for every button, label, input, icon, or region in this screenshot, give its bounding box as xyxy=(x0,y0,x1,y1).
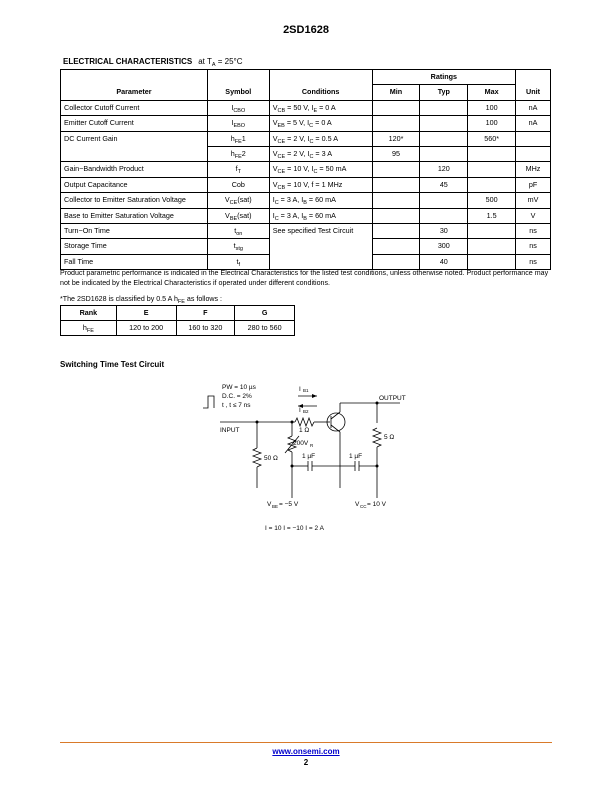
label-vcc-val: = 10 V xyxy=(367,501,386,508)
cell-max xyxy=(468,239,516,254)
label-vbe: V xyxy=(267,501,272,508)
switching-test-circuit-diagram xyxy=(195,378,425,538)
label-r50: 50 Ω xyxy=(264,455,278,462)
cell-symbol: $f_T$ xyxy=(207,162,269,177)
cell-symbol: $V_{BE}(sat)$ xyxy=(207,208,269,223)
table-row xyxy=(61,116,551,131)
cell-typ xyxy=(420,193,468,208)
cell-parameter: Gain−Bandwidth Product xyxy=(61,162,208,177)
cell-max: 500 xyxy=(468,193,516,208)
classification-header-row xyxy=(61,306,295,321)
table-row xyxy=(61,193,551,208)
rank-f-value: 160 to 320 xyxy=(176,321,235,336)
label-vbe-val: = −5 V xyxy=(279,501,299,508)
label-equation: I = 10 I = −10 I = 2 A xyxy=(265,525,324,532)
cell-typ: 45 xyxy=(420,177,468,192)
cell-min xyxy=(372,177,420,192)
cell-conditions: $I_C = 3$ A, $I_B = 60$ mA xyxy=(269,193,372,208)
cell-parameter: Base to Emitter Saturation Voltage xyxy=(61,208,208,223)
header-conditions: Conditions xyxy=(269,70,372,101)
cell-typ xyxy=(420,116,468,131)
label-200vr: 200V xyxy=(293,440,309,447)
cell-conditions: $I_C = 3$ A, $I_B = 60$ mA xyxy=(269,208,372,223)
header-typ: Typ xyxy=(420,85,468,100)
footer-divider xyxy=(60,742,552,743)
table-row xyxy=(61,224,551,239)
footer-website-link[interactable]: www.onsemi.com xyxy=(272,747,340,756)
cell-typ: 300 xyxy=(420,239,468,254)
cell-symbol: $t_{on}$ xyxy=(207,224,269,239)
cell-min xyxy=(372,116,420,131)
cell-min xyxy=(372,208,420,223)
ec-heading-title: ELECTRICAL CHARACTERISTICS xyxy=(63,57,193,66)
header-ratings: Ratings xyxy=(372,70,515,85)
rank-g-value: 280 to 560 xyxy=(235,321,295,336)
cell-min xyxy=(372,254,420,269)
cell-max: 100 xyxy=(468,116,516,131)
rank-header: Rank xyxy=(61,306,117,321)
cell-parameter: Storage Time xyxy=(61,239,208,254)
electrical-characteristics-table xyxy=(60,69,551,270)
label-ib1-sub: B1 xyxy=(303,388,309,393)
resistor-1ohm xyxy=(295,418,314,426)
cell-unit xyxy=(516,131,551,146)
rank-f-header: F xyxy=(176,306,235,321)
hfe-label: $h_{FE}$ xyxy=(61,321,117,336)
cell-symbol: Cob xyxy=(207,177,269,192)
cell-symbol: $h_{FE}2$ xyxy=(207,147,269,162)
cell-typ: 40 xyxy=(420,254,468,269)
cell-unit: nA xyxy=(516,100,551,115)
label-pw: PW = 10 µs xyxy=(222,384,256,391)
cell-typ xyxy=(420,131,468,146)
cell-unit xyxy=(516,147,551,162)
cell-typ xyxy=(420,100,468,115)
cell-unit: mV xyxy=(516,193,551,208)
label-input: INPUT xyxy=(220,427,240,434)
table-row xyxy=(61,239,551,254)
cell-min xyxy=(372,224,420,239)
cell-typ: 30 xyxy=(420,224,468,239)
performance-note: Product parametric performance is indicated in the Electrical Characteristics for the listed test conditions, unless otherwise noted. Product performance may not be indicated by the Electrical Characteristics if operated under different conditions. xyxy=(60,269,549,287)
cell-parameter: Collector Cutoff Current xyxy=(61,100,208,115)
pulse-symbol xyxy=(203,396,214,408)
table-row xyxy=(61,254,551,269)
cell-parameter: Turn−On Time xyxy=(61,224,208,239)
label-vcc-sub: CC xyxy=(360,504,367,509)
cell-conditions: $V_{CE} = 2$ V, $I_C = 3$ A xyxy=(269,147,372,162)
label-output: OUTPUT xyxy=(379,395,406,402)
header-min: Min xyxy=(372,85,420,100)
cell-symbol: $I_{EBO}$ xyxy=(207,116,269,131)
label-r1: 1 Ω xyxy=(299,427,310,434)
classification-value-row xyxy=(61,321,295,336)
cell-parameter xyxy=(61,147,208,162)
table-row xyxy=(61,177,551,192)
label-dc: D.C. = 2% xyxy=(222,393,252,400)
cell-unit: ns xyxy=(516,239,551,254)
label-ib2: I xyxy=(299,407,301,414)
cell-parameter: DC Current Gain xyxy=(61,131,208,146)
cell-max: 1.5 xyxy=(468,208,516,223)
label-trtf: t , t ≤ 7 ns xyxy=(222,402,251,409)
header-max: Max xyxy=(468,85,516,100)
cell-max xyxy=(468,254,516,269)
cell-conditions: $V_{CB} = 10$ V, f = 1 MHz xyxy=(269,177,372,192)
cell-max xyxy=(468,147,516,162)
cell-symbol: $t_{stg}$ xyxy=(207,239,269,254)
cell-min xyxy=(372,162,420,177)
cell-symbol: $h_{FE}1$ xyxy=(207,131,269,146)
cell-min xyxy=(372,100,420,115)
header-parameter: Parameter xyxy=(61,70,208,101)
label-ib2-sub: B2 xyxy=(303,409,309,414)
cell-typ: 120 xyxy=(420,162,468,177)
cell-parameter: Emitter Cutoff Current xyxy=(61,116,208,131)
cell-unit: ns xyxy=(516,254,551,269)
label-vbe-sub: BE xyxy=(272,504,279,509)
cell-typ xyxy=(420,147,468,162)
cell-unit: nA xyxy=(516,116,551,131)
cell-parameter: Output Capacitance xyxy=(61,177,208,192)
cell-unit: pF xyxy=(516,177,551,192)
cell-typ xyxy=(420,208,468,223)
cell-conditions: $V_{CB} = 50$ V, $I_E = 0$ A xyxy=(269,100,372,115)
cell-symbol: $I_{CBO}$ xyxy=(207,100,269,115)
resistor-5ohm xyxy=(373,428,381,447)
label-c1b: 1 µF xyxy=(349,453,363,460)
cell-max xyxy=(468,177,516,192)
hfe-classification-table xyxy=(60,305,295,336)
cell-conditions: $V_{EB} = 5$ V, $I_C = 0$ A xyxy=(269,116,372,131)
label-200vr-sub: R xyxy=(310,443,314,448)
table-row xyxy=(61,100,551,115)
table-row xyxy=(61,208,551,223)
cell-unit: MHz xyxy=(516,162,551,177)
label-ib1: I xyxy=(299,386,301,393)
cell-conditions xyxy=(269,254,372,269)
cell-max: 560* xyxy=(468,131,516,146)
table-body xyxy=(61,100,551,269)
table-row xyxy=(61,147,551,162)
cell-unit: ns xyxy=(516,224,551,239)
cell-conditions: See specified Test Circuit xyxy=(269,224,372,239)
ec-heading xyxy=(63,57,243,66)
rank-e-value: 120 to 200 xyxy=(116,321,176,336)
label-vcc: V xyxy=(355,501,360,508)
cell-max xyxy=(468,224,516,239)
classification-note: *The 2SD1628 is classified by 0.5 A $h_{FE}$ as follows : xyxy=(60,295,222,305)
page-number: 2 xyxy=(303,758,309,767)
document-title: 2SD1628 xyxy=(283,24,329,36)
label-c1a: 1 µF xyxy=(302,453,316,460)
cell-conditions: $V_{CE} = 10$ V, $I_C = 50$ mA xyxy=(269,162,372,177)
cell-max: 100 xyxy=(468,100,516,115)
table-row xyxy=(61,131,551,146)
cell-min: 120* xyxy=(372,131,420,146)
cell-max xyxy=(468,162,516,177)
cell-unit: V xyxy=(516,208,551,223)
cell-parameter: Collector to Emitter Saturation Voltage xyxy=(61,193,208,208)
cell-parameter: Fall Time xyxy=(61,254,208,269)
header-unit: Unit xyxy=(516,70,551,101)
rank-e-header: E xyxy=(116,306,176,321)
table-row xyxy=(61,162,551,177)
label-r5: 5 Ω xyxy=(384,434,395,441)
resistor-50ohm xyxy=(253,448,261,467)
cell-conditions: $V_{CE} = 2$ V, $I_C = 0.5$ A xyxy=(269,131,372,146)
header-symbol: Symbol xyxy=(207,70,269,101)
cell-symbol: $V_{CE}(sat)$ xyxy=(207,193,269,208)
cell-conditions xyxy=(269,239,372,254)
cell-min: 95 xyxy=(372,147,420,162)
ec-heading-condition: at $T_A = 25^\circ C$ xyxy=(198,57,243,68)
cell-min xyxy=(372,239,420,254)
cell-min xyxy=(372,193,420,208)
cell-symbol: $t_f$ xyxy=(207,254,269,269)
table-header-row xyxy=(61,70,551,85)
switching-circuit-heading: Switching Time Test Circuit xyxy=(60,360,165,369)
rank-g-header: G xyxy=(235,306,295,321)
